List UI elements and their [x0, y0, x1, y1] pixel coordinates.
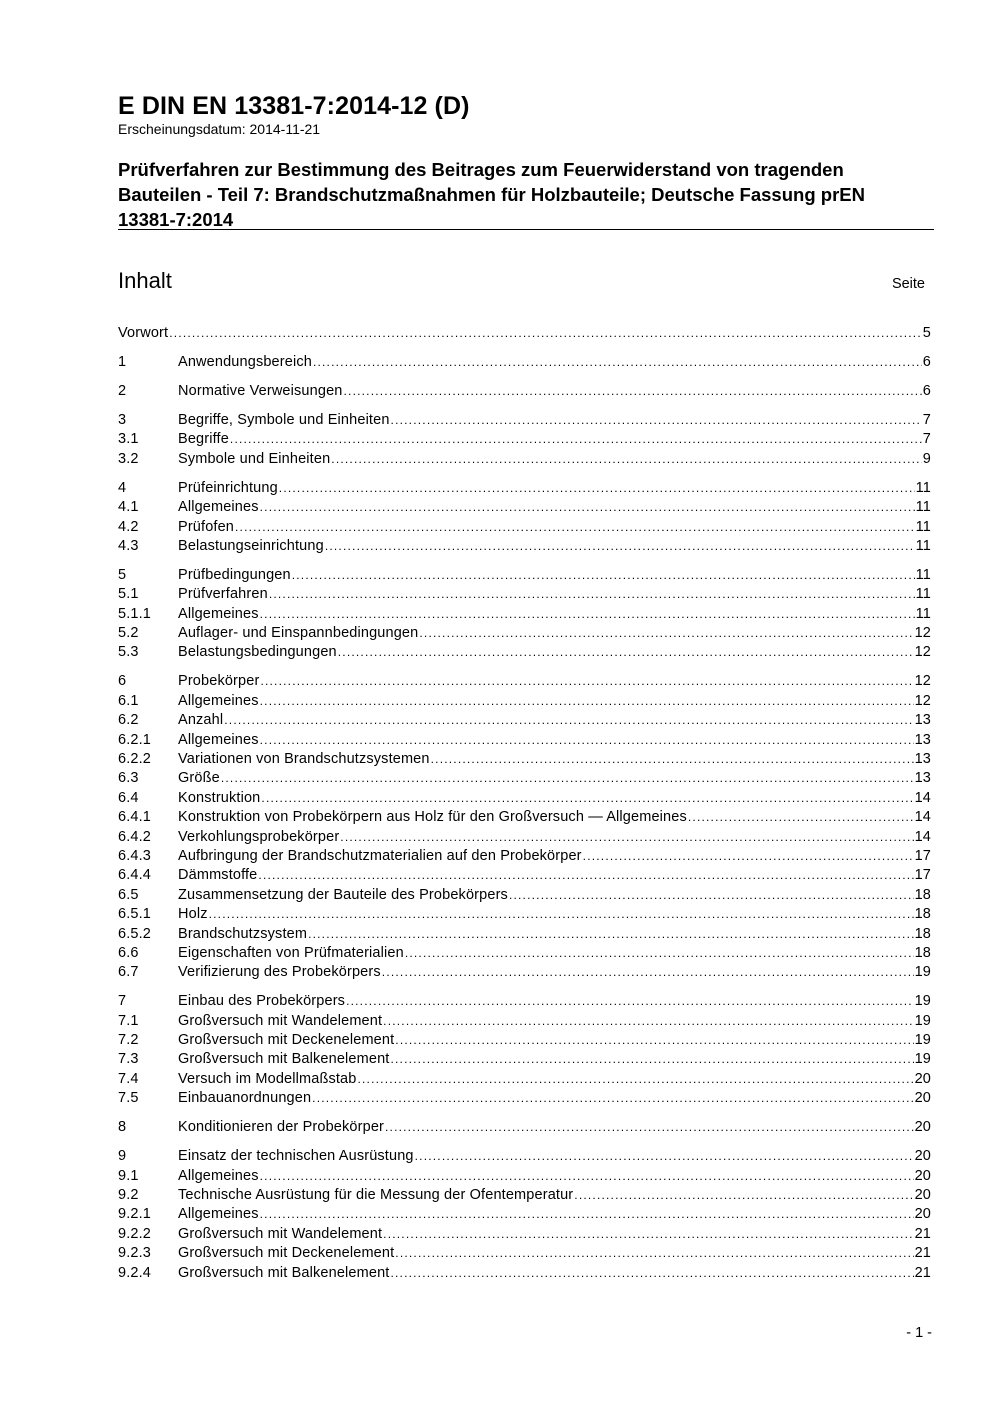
- toc-entry-page: 13: [914, 770, 931, 787]
- toc-dot-leader: [382, 965, 914, 979]
- toc-dot-leader: [390, 1052, 913, 1066]
- toc-dot-leader: [390, 1266, 913, 1280]
- toc-entry-page: 18: [914, 925, 931, 942]
- toc-entry-number: 9: [118, 1148, 127, 1165]
- toc-entry-number: 5.1: [118, 586, 139, 603]
- toc-entry-title: Verifizierung des Probekörpers: [178, 964, 381, 981]
- toc-entry-number: 6.4.2: [118, 828, 151, 845]
- toc-entry-number: 6: [118, 673, 127, 690]
- toc-group: [118, 412, 931, 470]
- toc-entry[interactable]: [118, 451, 931, 470]
- toc-entry[interactable]: [118, 712, 931, 731]
- toc-entry-number: 3.2: [118, 450, 139, 467]
- toc-dot-leader: [260, 1207, 914, 1221]
- toc-entry[interactable]: [118, 567, 931, 586]
- toc-entry-page: 7: [922, 411, 931, 428]
- toc-entry-title: Prüfverfahren: [178, 586, 268, 603]
- toc-entry-title: Allgemeines: [178, 692, 259, 709]
- toc-entry-title: Anwendungsbereich: [178, 353, 312, 370]
- toc-dot-leader: [169, 326, 922, 340]
- toc-dot-leader: [583, 849, 914, 863]
- page-number: - 1 -: [906, 1325, 932, 1341]
- toc-group: [118, 480, 931, 558]
- toc-dot-leader: [260, 733, 914, 747]
- toc-dot-leader: [415, 1149, 914, 1163]
- toc-entry[interactable]: [118, 1148, 931, 1167]
- toc-page-column-label: Seite: [891, 276, 925, 292]
- toc-entry-page: 21: [914, 1245, 931, 1262]
- toc-entry-number: 7.1: [118, 1012, 139, 1029]
- toc-entry[interactable]: [118, 1265, 931, 1284]
- toc-entry-page: 12: [914, 673, 931, 690]
- toc-entry-number: 4: [118, 479, 127, 496]
- toc-entry-number: 7.4: [118, 1070, 139, 1087]
- toc-entry-title: Holz: [178, 906, 208, 923]
- toc-entry[interactable]: [118, 325, 931, 344]
- toc-entry[interactable]: [118, 926, 931, 945]
- toc-entry[interactable]: [118, 1226, 931, 1245]
- toc-entry-title: Allgemeines: [178, 1206, 259, 1223]
- toc-entry[interactable]: [118, 354, 931, 373]
- toc-entry-page: 19: [914, 1051, 931, 1068]
- toc-entry-title: Einbauanordnungen: [178, 1090, 312, 1107]
- toc-dot-leader: [357, 1072, 913, 1086]
- toc-entry-title: Einbau des Probekörpers: [178, 993, 346, 1010]
- toc-entry-page: 6: [922, 353, 931, 370]
- toc-entry-number: 9.2.3: [118, 1245, 151, 1262]
- toc-entry[interactable]: [118, 1187, 931, 1206]
- toc-entry[interactable]: [118, 964, 931, 983]
- toc-entry[interactable]: [118, 673, 931, 692]
- toc-entry-number: 9.2.4: [118, 1264, 151, 1281]
- document-id: E DIN EN 13381-7:2014-12 (D): [118, 92, 470, 120]
- toc-entry-page: 20: [914, 1148, 931, 1165]
- toc-entry[interactable]: [118, 1090, 931, 1109]
- toc-dot-leader: [574, 1188, 913, 1202]
- toc-entry[interactable]: [118, 1168, 931, 1187]
- toc-entry-number: 9.2.1: [118, 1206, 151, 1223]
- toc-group: [118, 1148, 931, 1284]
- toc-entry-page: 12: [914, 625, 931, 642]
- toc-entry[interactable]: [118, 1119, 931, 1138]
- toc-group: [118, 354, 931, 373]
- toc-entry[interactable]: [118, 625, 931, 644]
- toc-group: [118, 567, 931, 664]
- toc-entry[interactable]: [118, 906, 931, 925]
- toc-dot-leader: [258, 868, 913, 882]
- toc-dot-leader: [313, 355, 922, 369]
- toc-dot-leader: [385, 1120, 914, 1134]
- toc-dot-leader: [391, 413, 922, 427]
- toc-entry-page: 18: [914, 944, 931, 961]
- toc-entry-title: Großversuch mit Balkenelement: [178, 1051, 390, 1068]
- toc-dot-leader: [260, 500, 915, 514]
- toc-dot-leader: [292, 568, 915, 582]
- toc-entry-title: Eigenschaften von Prüfmaterialien: [178, 944, 404, 961]
- toc-entry-number: 5.2: [118, 625, 139, 642]
- toc-entry-title: Allgemeines: [178, 731, 259, 748]
- toc-dot-leader: [395, 1246, 913, 1260]
- toc-entry-title: Großversuch mit Wandelement: [178, 1012, 383, 1029]
- toc-entry-number: 7.5: [118, 1090, 139, 1107]
- toc-dot-leader: [405, 946, 914, 960]
- toc-entry[interactable]: [118, 644, 931, 663]
- toc-entry-title: Begriffe: [178, 431, 229, 448]
- toc-entry-page: 7: [922, 431, 931, 448]
- toc-entry-title: Allgemeines: [178, 1167, 259, 1184]
- toc-entry-number: 1: [118, 353, 127, 370]
- toc-entry-number: 6.6: [118, 944, 139, 961]
- toc-group: [118, 993, 931, 1109]
- toc-entry[interactable]: [118, 945, 931, 964]
- toc-heading: Inhalt: [118, 268, 172, 293]
- toc-entry[interactable]: [118, 829, 931, 848]
- toc-dot-leader: [260, 674, 913, 688]
- toc-dot-leader: [688, 810, 914, 824]
- toc-entry-number: 7: [118, 993, 127, 1010]
- toc-entry[interactable]: [118, 519, 931, 538]
- toc-entry[interactable]: [118, 693, 931, 712]
- toc-entry-number: 6.4.3: [118, 847, 151, 864]
- toc-entry-number: 3.1: [118, 431, 139, 448]
- toc-dot-leader: [235, 520, 915, 534]
- toc-entry-title: Auflager- und Einspannbedingungen: [178, 625, 419, 642]
- publication-date: Erscheinungsdatum: 2014-11-21: [118, 121, 321, 137]
- toc-entry-number: 6.2: [118, 712, 139, 729]
- toc-entry-title: Konstruktion: [178, 789, 261, 806]
- toc-entry-page: 19: [914, 964, 931, 981]
- toc-dot-leader: [419, 626, 913, 640]
- toc-entry[interactable]: [118, 809, 931, 828]
- toc-dot-leader: [279, 481, 915, 495]
- toc-entry[interactable]: [118, 606, 931, 625]
- toc-entry-page: 11: [915, 518, 931, 535]
- toc-dot-leader: [224, 713, 913, 727]
- toc-entry-number: 7.2: [118, 1032, 139, 1049]
- toc-entry-page: 20: [914, 1090, 931, 1107]
- toc-entry-title: Großversuch mit Balkenelement: [178, 1264, 390, 1281]
- toc-entry[interactable]: [118, 732, 931, 751]
- toc-entry-title: Belastungseinrichtung: [178, 537, 324, 554]
- toc-entry-page: 13: [914, 712, 931, 729]
- toc-entry-title: Anzahl: [178, 712, 224, 729]
- toc-entry-number: 2: [118, 382, 127, 399]
- toc-dot-leader: [346, 994, 913, 1008]
- toc-entry-number: 6.4: [118, 789, 139, 806]
- toc-entry-page: 11: [915, 566, 931, 583]
- table-of-contents: [118, 325, 931, 1294]
- toc-entry[interactable]: [118, 887, 931, 906]
- document-title-line: Prüfverfahren zur Bestimmung des Beitrages zum Feuerwiderstand von tragenden: [118, 159, 844, 180]
- toc-entry-title: Großversuch mit Deckenelement: [178, 1032, 395, 1049]
- toc-entry[interactable]: [118, 1206, 931, 1225]
- toc-dot-leader: [344, 384, 922, 398]
- toc-entry-title: Dämmstoffe: [178, 867, 258, 884]
- toc-entry-number: 6.3: [118, 770, 139, 787]
- toc-entry-page: 20: [914, 1119, 931, 1136]
- toc-dot-leader: [395, 1033, 913, 1047]
- toc-entry-title: Konstruktion von Probekörpern aus Holz für den Großversuch — Allgemeines: [178, 809, 687, 826]
- toc-entry[interactable]: [118, 790, 931, 809]
- toc-entry-title: Vorwort: [118, 325, 169, 341]
- toc-entry-number: 9.1: [118, 1167, 139, 1184]
- toc-entry[interactable]: [118, 1032, 931, 1051]
- toc-dot-leader: [431, 752, 914, 766]
- toc-entry-number: 6.5: [118, 886, 139, 903]
- toc-entry[interactable]: [118, 383, 931, 402]
- toc-entry-page: 20: [914, 1070, 931, 1087]
- toc-entry-number: 5: [118, 566, 127, 583]
- toc-entry-page: 20: [914, 1167, 931, 1184]
- toc-dot-leader: [325, 539, 915, 553]
- toc-entry-title: Prüfofen: [178, 518, 235, 535]
- toc-entry-number: 6.2.2: [118, 750, 151, 767]
- toc-entry-title: Probekörper: [178, 673, 260, 690]
- toc-entry-title: Allgemeines: [178, 499, 259, 516]
- toc-entry-number: 6.7: [118, 964, 139, 981]
- document-title-line: Bauteilen - Teil 7: Brandschutzmaßnahmen für Holzbauteile; Deutsche Fassung prEN: [118, 184, 865, 205]
- toc-entry-title: Größe: [178, 770, 220, 787]
- toc-entry-page: 11: [915, 537, 931, 554]
- toc-entry-number: 9.2: [118, 1186, 139, 1203]
- toc-entry-page: 18: [914, 886, 931, 903]
- toc-dot-leader: [331, 452, 922, 466]
- toc-entry-page: 18: [914, 906, 931, 923]
- toc-dot-leader: [383, 1227, 913, 1241]
- toc-entry[interactable]: [118, 770, 931, 789]
- toc-entry-number: 6.5.2: [118, 925, 151, 942]
- toc-entry-number: 9.2.2: [118, 1225, 151, 1242]
- toc-entry-page: 19: [914, 1032, 931, 1049]
- toc-entry-page: 6: [922, 382, 931, 399]
- toc-entry-number: 8: [118, 1119, 127, 1136]
- toc-entry[interactable]: [118, 848, 931, 867]
- toc-entry[interactable]: [118, 431, 931, 450]
- toc-entry-page: 14: [914, 789, 931, 806]
- toc-entry-number: 6.4.4: [118, 867, 151, 884]
- toc-dot-leader: [221, 771, 914, 785]
- toc-entry[interactable]: [118, 538, 931, 557]
- toc-entry-page: 5: [922, 325, 931, 341]
- toc-entry[interactable]: [118, 586, 931, 605]
- toc-entry-title: Großversuch mit Wandelement: [178, 1225, 383, 1242]
- toc-dot-leader: [340, 830, 913, 844]
- toc-entry-page: 12: [914, 692, 931, 709]
- toc-group: [118, 1119, 931, 1138]
- toc-entry[interactable]: [118, 1245, 931, 1264]
- toc-entry-number: 6.5.1: [118, 906, 151, 923]
- toc-entry-page: 20: [914, 1186, 931, 1203]
- toc-entry[interactable]: [118, 1051, 931, 1070]
- toc-entry[interactable]: [118, 867, 931, 886]
- document-title-line: 13381-7:2014: [118, 209, 234, 230]
- toc-entry-title: Verkohlungsprobekörper: [178, 828, 340, 845]
- toc-dot-leader: [261, 791, 913, 805]
- toc-entry[interactable]: [118, 480, 931, 499]
- toc-entry-title: Allgemeines: [178, 605, 259, 622]
- toc-entry[interactable]: [118, 993, 931, 1012]
- toc-entry-title: Großversuch mit Deckenelement: [178, 1245, 395, 1262]
- toc-entry-page: 13: [914, 750, 931, 767]
- toc-entry-title: Aufbringung der Brandschutzmaterialien auf den Probekörper: [178, 847, 582, 864]
- toc-entry-number: 5.3: [118, 644, 139, 661]
- toc-entry-number: 6.1: [118, 692, 139, 709]
- toc-entry-page: 14: [914, 809, 931, 826]
- toc-entry-page: 21: [914, 1225, 931, 1242]
- toc-entry-title: Prüfeinrichtung: [178, 479, 278, 496]
- toc-dot-leader: [260, 694, 914, 708]
- toc-dot-leader: [383, 1014, 913, 1028]
- toc-entry-page: 19: [914, 993, 931, 1010]
- toc-dot-leader: [260, 607, 915, 621]
- toc-entry-page: 11: [915, 586, 931, 603]
- toc-entry-number: 6.2.1: [118, 731, 151, 748]
- toc-dot-leader: [338, 645, 914, 659]
- toc-entry[interactable]: [118, 1071, 931, 1090]
- toc-entry-title: Begriffe, Symbole und Einheiten: [178, 411, 390, 428]
- toc-entry-number: 4.1: [118, 499, 139, 516]
- toc-entry[interactable]: [118, 412, 931, 431]
- toc-entry-page: 12: [914, 644, 931, 661]
- toc-entry-page: 14: [914, 828, 931, 845]
- toc-entry-title: Prüfbedingungen: [178, 566, 291, 583]
- toc-entry-page: 17: [914, 847, 931, 864]
- toc-entry-page: 13: [914, 731, 931, 748]
- toc-group: [118, 673, 931, 983]
- toc-entry-title: Zusammensetzung der Bauteile des Probekörpers: [178, 886, 508, 903]
- toc-group: [118, 383, 931, 402]
- toc-entry-title: Normative Verweisungen: [178, 382, 343, 399]
- toc-entry-number: 5.1.1: [118, 605, 151, 622]
- toc-entry-page: 17: [914, 867, 931, 884]
- toc-dot-leader: [269, 587, 915, 601]
- toc-entry-number: 3: [118, 411, 127, 428]
- toc-dot-leader: [260, 1169, 914, 1183]
- toc-entry-page: 19: [914, 1012, 931, 1029]
- toc-entry-title: Einsatz der technischen Ausrüstung: [178, 1148, 414, 1165]
- toc-group: [118, 325, 931, 344]
- toc-entry-title: Technische Ausrüstung für die Messung der Ofentemperatur: [178, 1186, 574, 1203]
- document-title: [118, 157, 934, 232]
- toc-dot-leader: [509, 888, 914, 902]
- toc-dot-leader: [312, 1091, 913, 1105]
- toc-entry[interactable]: [118, 751, 931, 770]
- toc-entry-page: 11: [915, 499, 931, 516]
- toc-dot-leader: [209, 907, 914, 921]
- toc-entry-title: Versuch im Modellmaßstab: [178, 1070, 357, 1087]
- toc-entry-title: Konditionieren der Probekörper: [178, 1119, 385, 1136]
- toc-entry-title: Symbole und Einheiten: [178, 450, 331, 467]
- toc-entry-title: Belastungsbedingungen: [178, 644, 337, 661]
- toc-dot-leader: [308, 927, 913, 941]
- toc-entry-title: Brandschutzsystem: [178, 925, 308, 942]
- toc-entry-number: 7.3: [118, 1051, 139, 1068]
- toc-entry-number: 4.3: [118, 537, 139, 554]
- toc-entry-page: 9: [922, 450, 931, 467]
- toc-entry-number: 4.2: [118, 518, 139, 535]
- toc-entry[interactable]: [118, 499, 931, 518]
- toc-entry-page: 21: [914, 1264, 931, 1281]
- toc-dot-leader: [230, 432, 922, 446]
- toc-entry-page: 20: [914, 1206, 931, 1223]
- title-divider: [118, 229, 934, 230]
- toc-entry-page: 11: [915, 479, 931, 496]
- toc-entry-title: Variationen von Brandschutzsystemen: [178, 750, 430, 767]
- toc-entry[interactable]: [118, 1013, 931, 1032]
- toc-entry-number: 6.4.1: [118, 809, 151, 826]
- toc-entry-page: 11: [915, 605, 931, 622]
